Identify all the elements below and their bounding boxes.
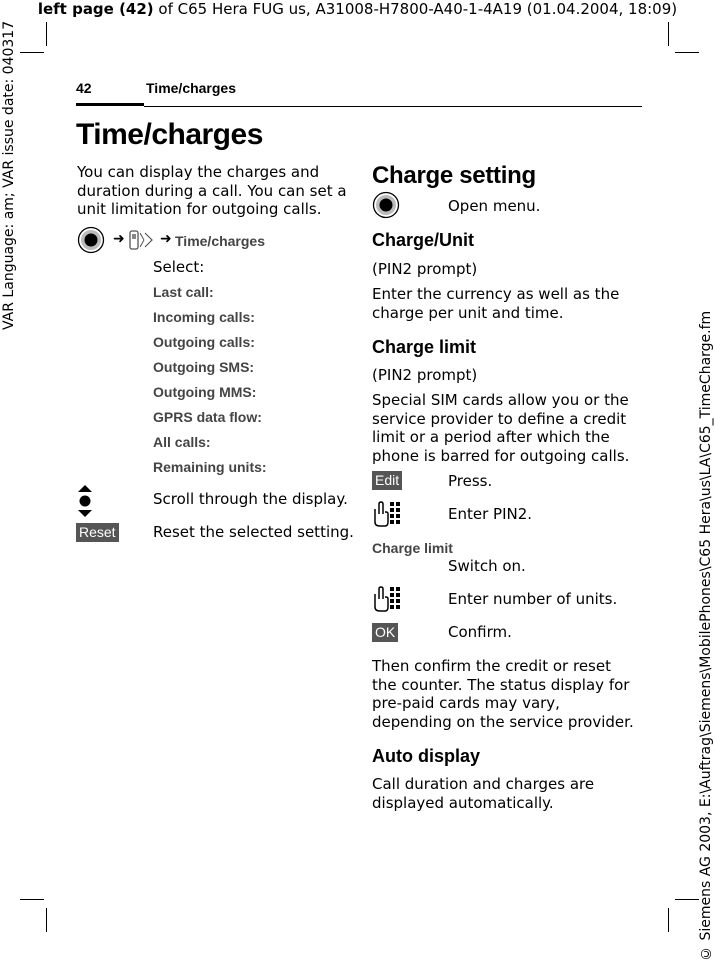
auto-display-heading: Auto display <box>372 746 481 766</box>
enter-pin-text: Enter PIN2. <box>448 505 533 523</box>
charge-limit-menu-item: Charge limit <box>372 540 453 556</box>
menu-path-label: Time/charges <box>175 233 266 249</box>
arrow-icon: ➜ <box>160 231 172 247</box>
ok-key <box>372 622 398 642</box>
reset-key-label: Reset <box>76 523 119 542</box>
crop-mark <box>20 52 44 53</box>
charge-unit-heading: Charge/Unit <box>372 230 475 250</box>
after-text: Then confirm the credit or reset the counter. The status display for pre-paid cards may vary, depending on the service provider. <box>372 657 634 731</box>
option-item: Outgoing MMS: <box>153 384 257 400</box>
press-text: Press. <box>448 472 493 490</box>
crop-mark <box>46 22 47 46</box>
charge-limit-text: Special SIM cards allow you or the service provider to define a credit limit or a period after which the phone is barred for outgoing calls. <box>372 391 630 465</box>
scroll-text: Scroll through the display. <box>153 490 348 508</box>
ok-key-label: OK <box>372 623 398 642</box>
reset-key <box>76 522 119 542</box>
open-menu-text: Open menu. <box>448 197 541 215</box>
option-item: Incoming calls: <box>153 309 255 325</box>
option-item: Last call: <box>153 284 214 300</box>
charge-limit-prompt: (PIN2 prompt) <box>372 366 478 384</box>
side-language-info: VAR Language: am; VAR issue date: 040317 <box>1 20 17 330</box>
option-item: Remaining units: <box>153 459 267 475</box>
confirm-text: Confirm. <box>448 623 512 641</box>
phone-menu-icon <box>128 229 158 255</box>
arrow-icon: ➜ <box>113 231 125 247</box>
header-rule <box>144 106 642 107</box>
charge-limit-heading: Charge limit <box>372 337 477 357</box>
crop-mark <box>46 908 47 932</box>
crop-mark <box>20 899 44 900</box>
option-item: Outgoing calls: <box>153 334 255 350</box>
section-title: Charge setting <box>372 162 536 189</box>
header-rule <box>76 103 144 106</box>
edit-key-label: Edit <box>372 471 402 490</box>
edit-key <box>372 470 402 490</box>
navigation-key-icon <box>372 191 400 223</box>
print-header-info: of C65 Hera FUG us, A31008-H7800-A40-1-4A19 (01.04.2004, 18:09) <box>153 0 678 18</box>
crop-mark <box>675 52 699 53</box>
select-label: Select: <box>153 258 205 276</box>
intro-text: You can display the charges and duration during a call. You can set a unit limitation for outgoing calls. <box>77 163 347 218</box>
page-title: Time/charges <box>76 118 263 151</box>
option-item: Outgoing SMS: <box>153 359 255 375</box>
navigation-key-icon <box>77 226 105 258</box>
enter-units-text: Enter number of units. <box>448 590 618 608</box>
print-header-page: left page (42) <box>37 0 154 18</box>
page-number: 42 <box>76 80 92 96</box>
auto-display-text: Call duration and charges are displayed automatically. <box>372 775 595 812</box>
charge-unit-text: Enter the currency as well as the charge per unit and time. <box>372 285 620 322</box>
charge-unit-prompt: (PIN2 prompt) <box>372 260 478 278</box>
running-title: Time/charges <box>146 80 237 96</box>
switch-on-text: Switch on. <box>448 557 526 575</box>
crop-mark <box>675 899 699 900</box>
reset-text: Reset the selected setting. <box>153 523 354 541</box>
scroll-key-icon <box>76 484 94 522</box>
option-item: GPRS data flow: <box>153 409 262 425</box>
keypad-icon <box>371 585 403 617</box>
crop-mark <box>668 908 669 932</box>
option-item: All calls: <box>153 434 211 450</box>
keypad-icon <box>371 500 403 532</box>
print-header <box>0 0 715 18</box>
crop-mark <box>668 22 669 46</box>
side-file-info: © Siemens AG 2003, E:\Auftrag\Siemens\MobilePhones\C65 Hera\us\LA\C65_TimeCharge.fm <box>698 310 714 961</box>
